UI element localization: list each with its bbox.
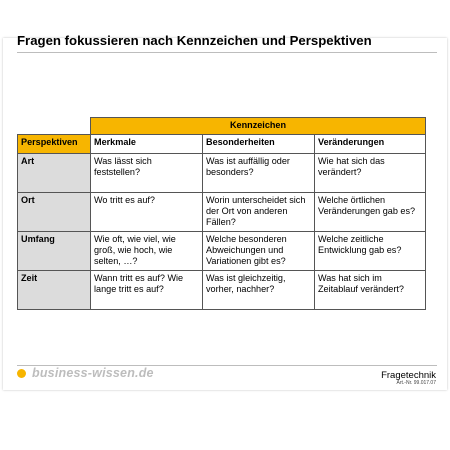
table-row bbox=[18, 154, 426, 193]
column-header-veraenderungen: Veränderungen bbox=[315, 135, 426, 154]
table-cell: Was ist auffällig oder besonders? bbox=[203, 154, 315, 193]
column-header-row bbox=[18, 135, 426, 154]
table-cell: Wo tritt es auf? bbox=[91, 193, 203, 232]
table-row bbox=[18, 271, 426, 310]
column-header-besonderheiten: Besonderheiten bbox=[203, 135, 315, 154]
table-row bbox=[18, 232, 426, 271]
row-label-art: Art bbox=[18, 154, 91, 193]
logo-dot-icon bbox=[17, 369, 26, 378]
table-cell: Welche örtlichen Veränderungen gab es? bbox=[315, 193, 426, 232]
row-label-ort: Ort bbox=[18, 193, 91, 232]
brand-logo[interactable] bbox=[17, 366, 154, 380]
row-label-zeit: Zeit bbox=[18, 271, 91, 310]
table-cell: Welche zeitliche Entwicklung gab es? bbox=[315, 232, 426, 271]
table-cell: Was hat sich im Zeitablauf verändert? bbox=[315, 271, 426, 310]
table-cell: Wie oft, wie viel, wie groß, wie hoch, wie selten, …? bbox=[91, 232, 203, 271]
table-cell: Was ist gleichzeitig, vorher, nachher? bbox=[203, 271, 315, 310]
row-label-umfang: Umfang bbox=[18, 232, 91, 271]
table-cell: Worin unterscheidet sich der Ort von anderen Fällen? bbox=[203, 193, 315, 232]
table-cell: Wie hat sich das verändert? bbox=[315, 154, 426, 193]
row-header-label: Perspektiven bbox=[18, 135, 91, 154]
footer-doc-title: Fragetechnik bbox=[381, 370, 436, 381]
title-divider bbox=[17, 52, 437, 53]
table-cell: Was lässt sich feststellen? bbox=[91, 154, 203, 193]
logo-text: business-wissen.de bbox=[32, 366, 154, 380]
group-header-kennzeichen: Kennzeichen bbox=[91, 118, 426, 135]
question-table bbox=[17, 117, 426, 310]
page-title: Fragen fokussieren nach Kennzeichen und Perspektiven bbox=[17, 33, 372, 48]
group-header-row bbox=[18, 118, 426, 135]
column-header-merkmale: Merkmale bbox=[91, 135, 203, 154]
table-corner bbox=[18, 118, 91, 135]
footer-article-number: Art.-Nr. 99.017.07 bbox=[396, 380, 436, 386]
table-row bbox=[18, 193, 426, 232]
table-cell: Wann tritt es auf? Wie lange tritt es auf? bbox=[91, 271, 203, 310]
table-cell: Welche besonderen Abweichungen und Variationen gibt es? bbox=[203, 232, 315, 271]
